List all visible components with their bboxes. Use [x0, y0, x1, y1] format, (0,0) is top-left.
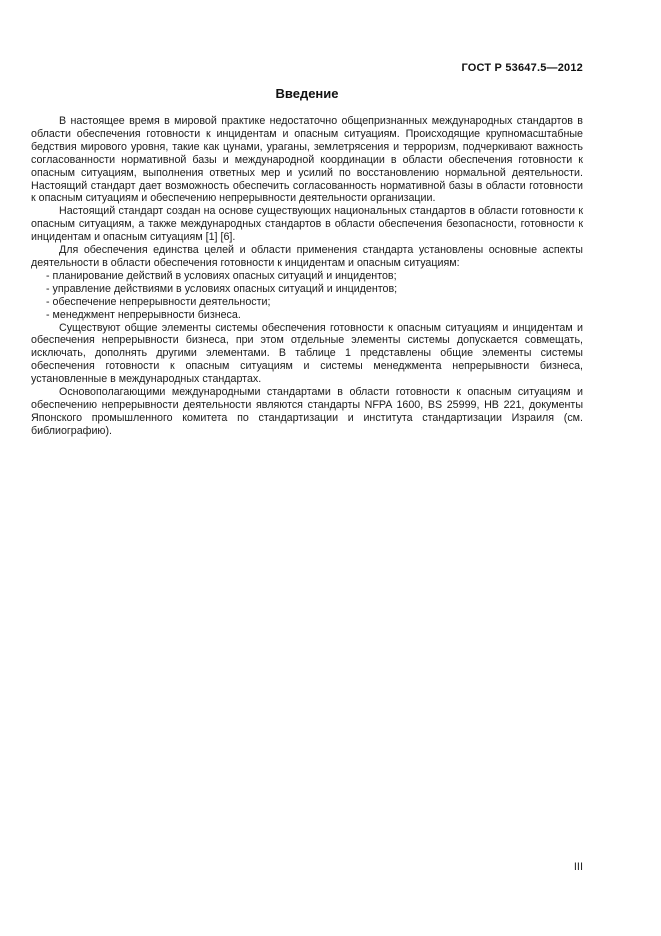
- paragraph: Существуют общие элементы системы обеспечения готовности к опасным ситуациям и инцидентам и обеспечения непрерывности бизнеса, при этом отдельные элементы системы допускается совмещать, исключать, дополнять другими элементами. В таблице 1 представлены общие элементы системы обеспечения готовности к опасным ситуациям и системы менеджмента непрерывности бизнеса, установленные в международных стандартах.: [31, 321, 583, 386]
- list-item: - обеспечение непрерывности деятельности;: [46, 295, 271, 308]
- standard-number: ГОСТ Р 53647.5—2012: [461, 62, 583, 74]
- list-item: - управление действиями в условиях опасных ситуаций и инцидентов;: [46, 282, 398, 295]
- paragraph: Для обеспечения единства целей и области применения стандарта установлены основные аспекты деятельности в области обеспечения готовности к инцидентам и опасным ситуациям:: [31, 244, 583, 269]
- page-number: III: [573, 861, 583, 873]
- document-header: [31, 62, 583, 74]
- list-item: - планирование действий в условиях опасных ситуаций и инцидентов;: [46, 269, 397, 282]
- document-body: [31, 115, 583, 438]
- paragraph: В настоящее время в мировой практике недостаточно общепризнанных международных стандартов в области обеспечения готовности к инцидентам и опасным ситуациям. Происходящие крупномасштабные бедствия мирового уровня, такие как цунами, ураганы, землетрясения и терроризм, подчеркивают важность согласованности нормативной базы и международной координации в области обеспечения готовности к опасным ситуациям, выполнения ответных мер и усилий по восстановлению нормальной деятельности. Настоящий стандарт дает возможность обеспечить согласованность нормативной базы в области готовности к опасным ситуациям и обеспечению непрерывности деятельности организации.: [31, 115, 583, 205]
- list-item: - менеджмент непрерывности бизнеса.: [46, 308, 241, 321]
- page-title: Введение: [275, 86, 339, 101]
- paragraph: Настоящий стандарт создан на основе существующих национальных стандартов в области готовности к опасным ситуациям, а также международных стандартов в области обеспечения безопасности, готовности к инцидентам и опасным ситуациям [1] [6].: [31, 205, 583, 244]
- paragraph: Основополагающими международными стандартами в области готовности к опасным ситуациям и обеспечению непрерывности деятельности являются стандарты NFPA 1600, BS 25999, НВ 221, документы Японского промышленного комитета по стандартизации и института стандартизации Израиля (см. библиографию).: [31, 386, 583, 437]
